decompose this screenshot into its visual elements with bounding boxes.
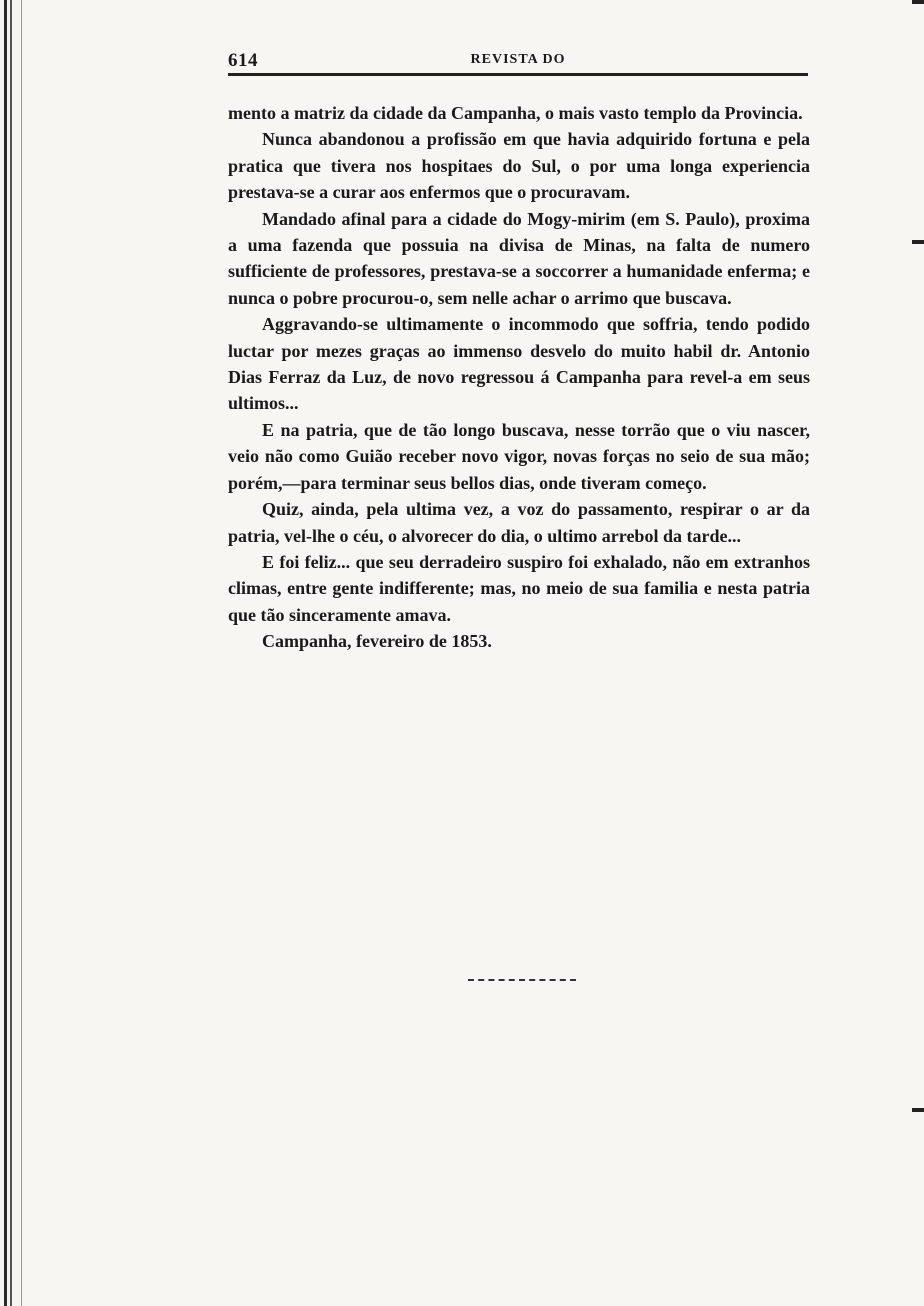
running-title: REVISTA DO (470, 52, 566, 67)
body-text (228, 100, 810, 655)
paragraph-2: Nunca abandonou a profissão em que havia adquirido fortuna e pela pratica que tivera nos hospitaes do Sul, o por uma longa experiencia prestava-se a curar aos enfermos que o procuravam. (228, 129, 810, 203)
end-rule (468, 979, 576, 982)
page-margin-border (4, 0, 22, 1306)
paragraph-6: Quiz, ainda, pela ultima vez, a voz do passamento, respirar o ar da patria, vel-lhe o céu, o alvorecer do dia, o ultimo arrebol da tarde... (228, 499, 810, 546)
page-number: 614 (228, 50, 258, 71)
paragraph-1: mento a matriz da cidade da Campanha, o mais vasto templo da Provincia. (228, 103, 803, 123)
edge-mark-upper (912, 240, 924, 244)
paragraph-3: Mandado afinal para a cidade do Mogy-mirim (em S. Paulo), proxima a uma fazenda que possuia na divisa de Minas, na falta de numero sufficiente de professores, prestava-se a soccorrer a humanidade enferma; e nunca o pobre procurou-o, sem nelle achar o arrimo que buscava. (228, 208, 810, 308)
paragraph-4: Aggravando-se ultimamente o incommodo que soffria, tendo podido luctar por mezes graças ao immenso desvelo do muito habil dr. Antonio Dias Ferraz da Luz, de novo regressou á Campanha para revel-a em seus ultimos... (228, 314, 810, 414)
page-margin-line (10, 0, 12, 1306)
paragraph-5: E na patria, que de tão longo buscava, nesse torrão que o viu nascer, veio não como Guião receber novo vigor, novas forças no seio de sua mão; porém,—para terminar seus bellos dias, onde tiveram começo. (228, 419, 810, 493)
edge-mark-top (912, 0, 924, 4)
paragraph-7: E foi feliz... que seu derradeiro suspiro foi exhalado, não em extranhos climas, entre gente indifferente; mas, no meio de sua familia e nesta patria que tão sinceramente amava. (228, 551, 810, 625)
header-rule (228, 73, 808, 76)
edge-mark-lower (912, 1108, 924, 1112)
signature-line: Campanha, fevereiro de 1853. (262, 631, 492, 652)
